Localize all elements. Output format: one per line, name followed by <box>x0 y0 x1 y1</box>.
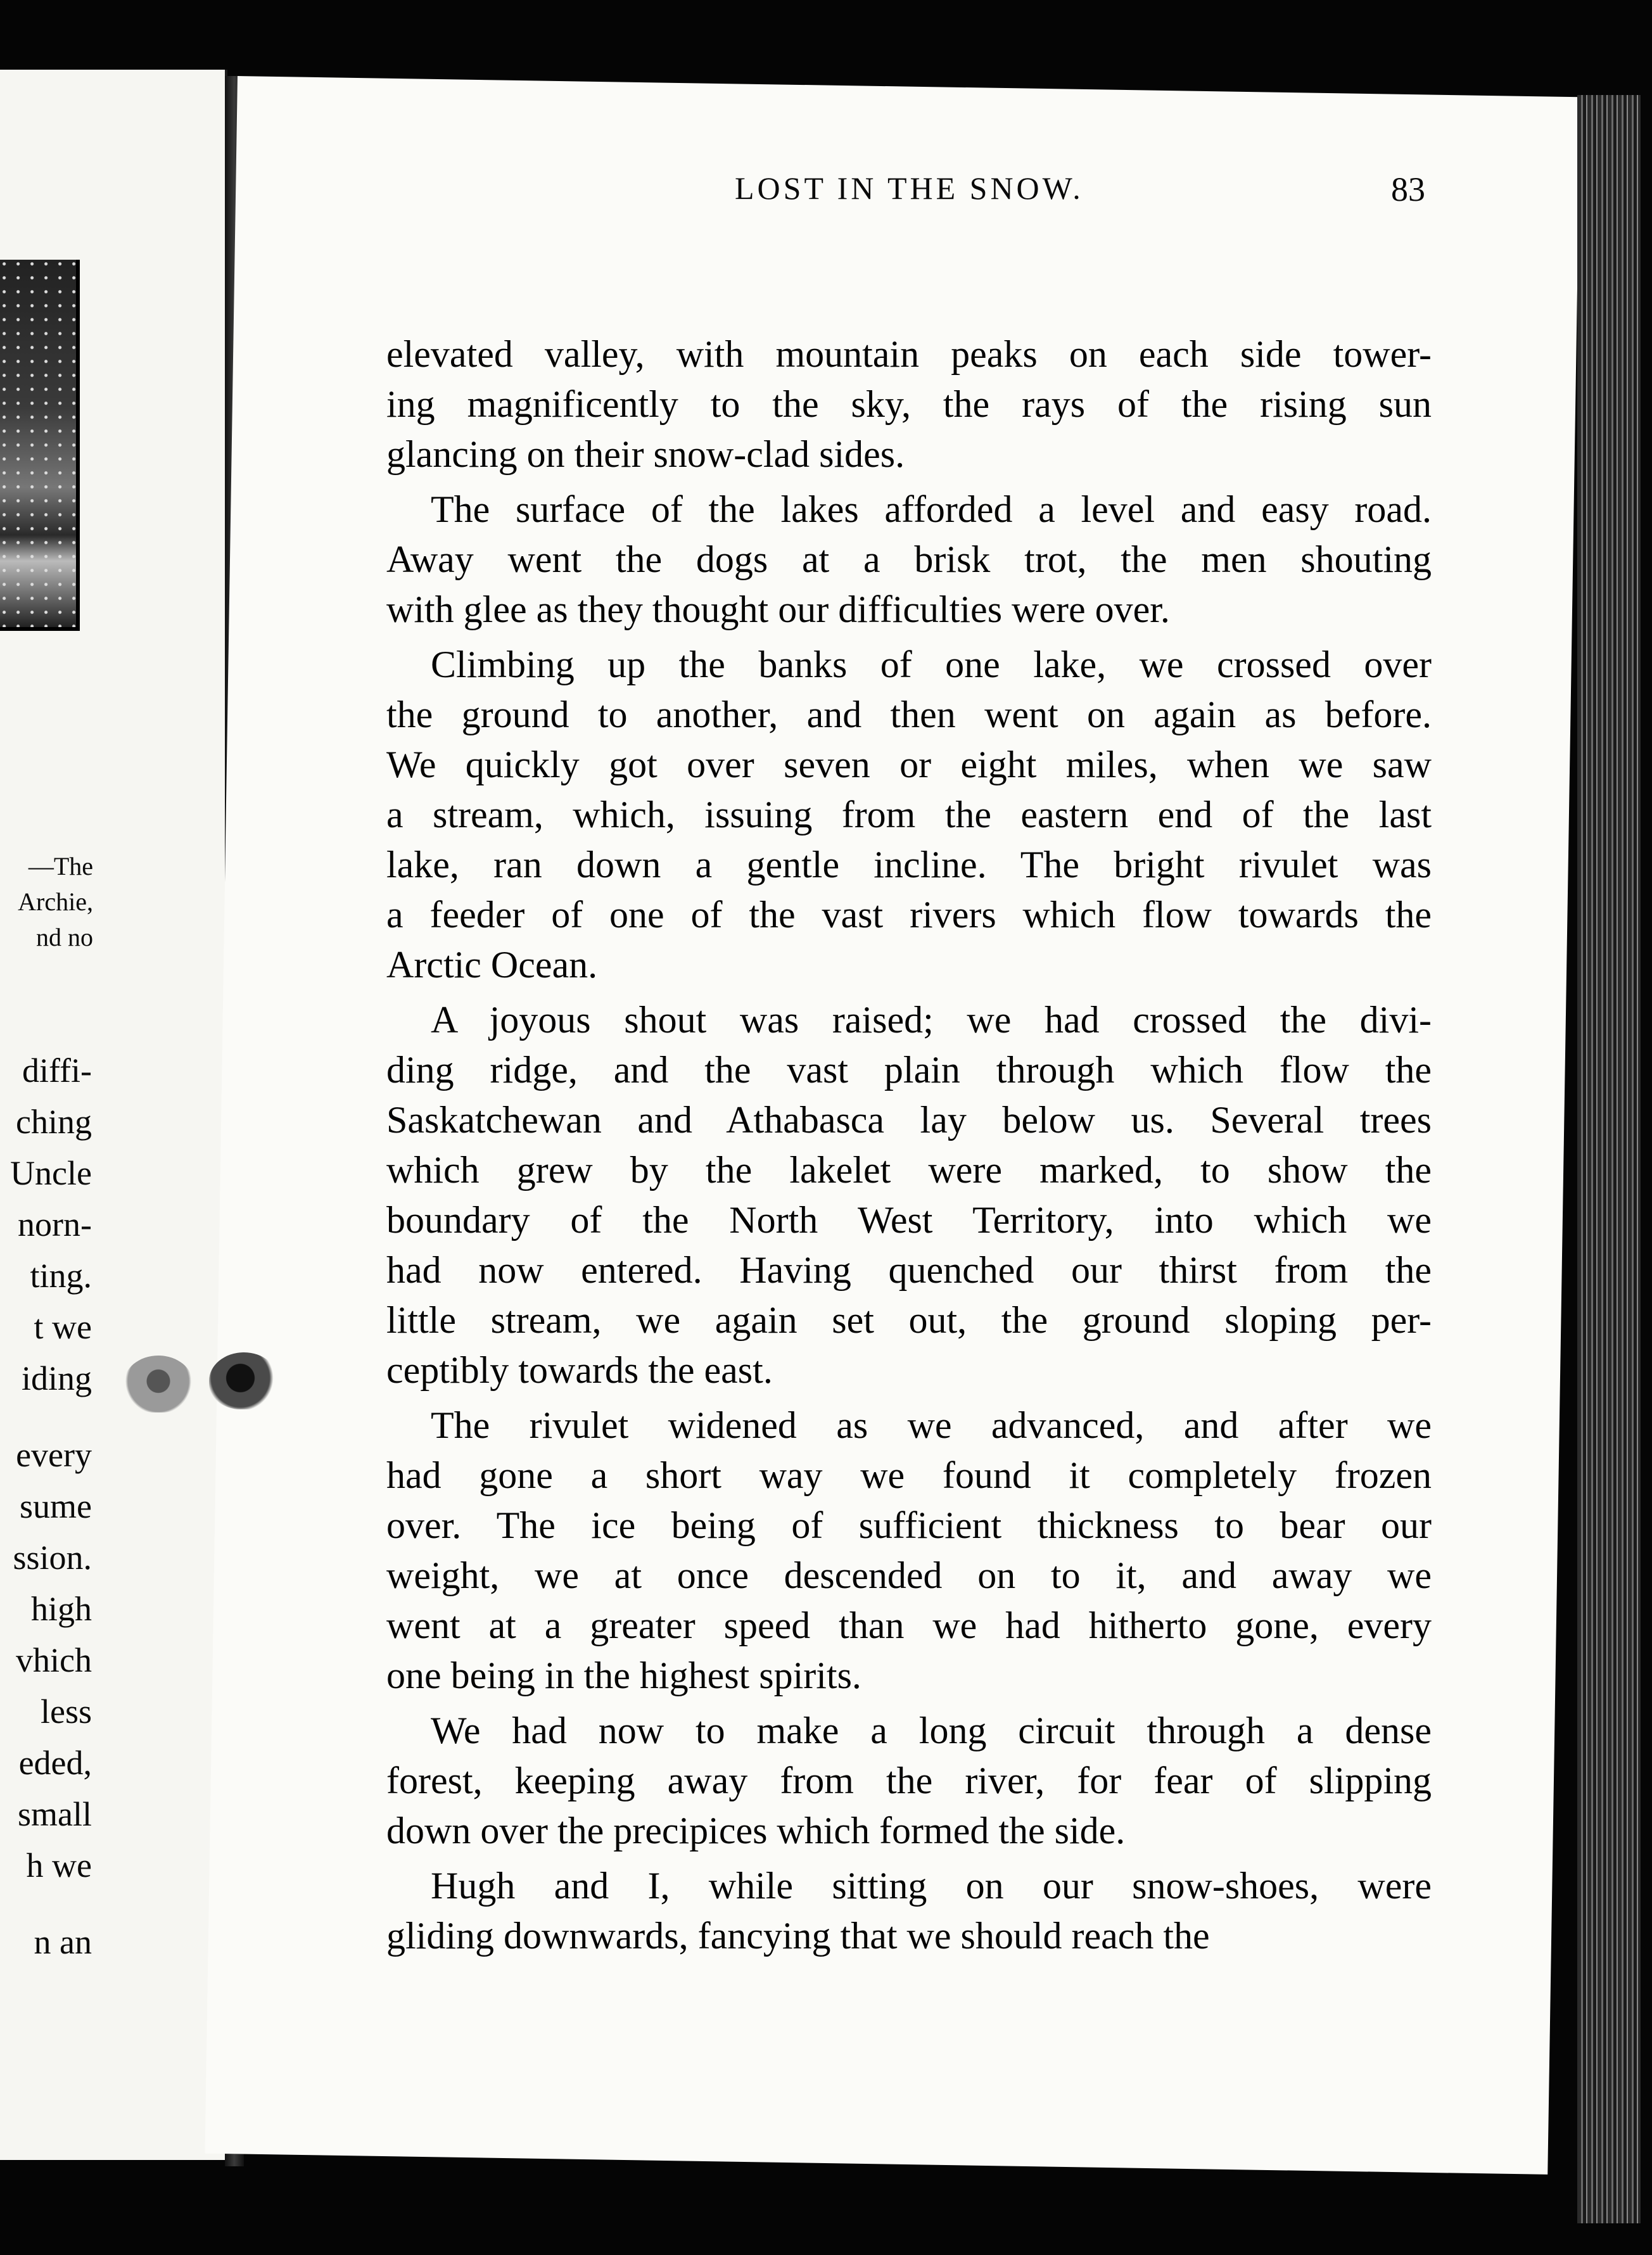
paragraph <box>386 1706 1432 1856</box>
text-line: little stream, we again set out, the ground sloping per- <box>386 1299 1432 1341</box>
left-text-line: high <box>30 1590 92 1628</box>
left-page <box>0 70 227 2160</box>
left-text-line: ssion. <box>13 1539 92 1577</box>
page-edges <box>1577 95 1641 2223</box>
text-line: had gone a short way we found it completely frozen <box>386 1454 1432 1496</box>
left-text-line: eded, <box>18 1744 92 1782</box>
left-text-line: h we <box>26 1846 92 1884</box>
text-line: weight, we at once descended on to it, and away we <box>386 1554 1432 1596</box>
left-text-line: norn- <box>18 1205 92 1243</box>
text-line: which grew by the lakelet were marked, to show the <box>386 1149 1432 1191</box>
running-head-title: LOST IN THE SNOW. <box>735 170 1084 206</box>
left-page-illustration <box>0 260 80 631</box>
running-head <box>494 170 1432 214</box>
pin-hole-right <box>209 1352 279 1409</box>
text-line: Arctic Ocean. <box>386 944 598 986</box>
left-text-line: sume <box>20 1487 92 1525</box>
text-line: forest, keeping away from the river, for fear of slipping <box>386 1760 1432 1801</box>
text-line: Saskatchewan and Athabasca lay below us. Several trees <box>386 1099 1432 1141</box>
paragraph <box>386 995 1432 1395</box>
left-page-text <box>10 1045 92 1968</box>
paragraph <box>386 640 1432 990</box>
left-text-line: every <box>16 1436 92 1474</box>
page-body-text <box>386 329 1432 1966</box>
pin-hole-left <box>124 1356 193 1413</box>
text-line: ceptibly towards the east. <box>386 1349 773 1391</box>
left-text-line: diffi- <box>22 1051 92 1089</box>
text-line: a stream, which, issuing from the eastern end of the last <box>386 794 1432 835</box>
left-text-gap <box>10 1404 92 1430</box>
paragraph <box>386 1861 1432 1961</box>
text-line: A joyous shout was raised; we had crossed the divi- <box>431 999 1432 1041</box>
left-caption-line: —The <box>28 852 93 880</box>
left-text-line: n an <box>34 1923 92 1961</box>
left-caption-line: Archie, <box>18 887 93 916</box>
text-line: The rivulet widened as we advanced, and after we <box>431 1404 1432 1446</box>
left-text-line: ching <box>16 1103 92 1141</box>
left-text-line: ting. <box>30 1257 92 1295</box>
left-text-gap <box>10 1891 92 1917</box>
text-line: over. The ice being of sufficient thickness to bear our <box>386 1504 1432 1546</box>
text-line: glancing on their snow-clad sides. <box>386 433 905 475</box>
paragraph <box>386 485 1432 635</box>
left-text-line: vhich <box>16 1641 92 1679</box>
text-line: We had now to make a long circuit through a dense <box>431 1710 1432 1751</box>
text-line: down over the precipices which formed the side. <box>386 1810 1126 1852</box>
text-line: Climbing up the banks of one lake, we crossed over <box>431 644 1432 685</box>
text-line: elevated valley, with mountain peaks on each side tower- <box>386 333 1432 375</box>
left-text-line: iding <box>21 1359 92 1397</box>
text-line: Away went the dogs at a brisk trot, the men shouting <box>386 538 1432 580</box>
text-line: with glee as they thought our difficulties were over. <box>386 588 1170 630</box>
text-line: gliding downwards, fancying that we should reach the <box>386 1915 1210 1957</box>
text-line: a feeder of one of the vast rivers which flow towards the <box>386 894 1432 936</box>
text-line: ing magnificently to the sky, the rays of the rising sun <box>386 383 1432 425</box>
left-text-line: t we <box>34 1308 92 1346</box>
text-line: ding ridge, and the vast plain through which flow the <box>386 1049 1432 1091</box>
text-line: boundary of the North West Territory, into which we <box>386 1199 1432 1241</box>
paragraph <box>386 1401 1432 1701</box>
text-line: one being in the highest spirits. <box>386 1655 861 1696</box>
left-page-caption <box>18 849 93 955</box>
page-number: 83 <box>1391 170 1425 208</box>
paragraph <box>386 329 1432 480</box>
text-line: The surface of the lakes afforded a level and easy road. <box>431 488 1432 530</box>
text-line: lake, ran down a gentle incline. The bright rivulet was <box>386 844 1432 886</box>
left-text-line: less <box>41 1693 92 1731</box>
left-caption-line: nd no <box>36 923 93 951</box>
text-line: We quickly got over seven or eight miles, when we saw <box>386 744 1432 785</box>
text-line: the ground to another, and then went on again as before. <box>386 694 1432 735</box>
text-line: went at a greater speed than we had hitherto gone, every <box>386 1604 1432 1646</box>
text-line: Hugh and I, while sitting on our snow-shoes, were <box>431 1865 1432 1907</box>
left-text-line: Uncle <box>10 1154 92 1192</box>
text-line: had now entered. Having quenched our thirst from the <box>386 1249 1432 1291</box>
left-text-line: small <box>18 1795 92 1833</box>
